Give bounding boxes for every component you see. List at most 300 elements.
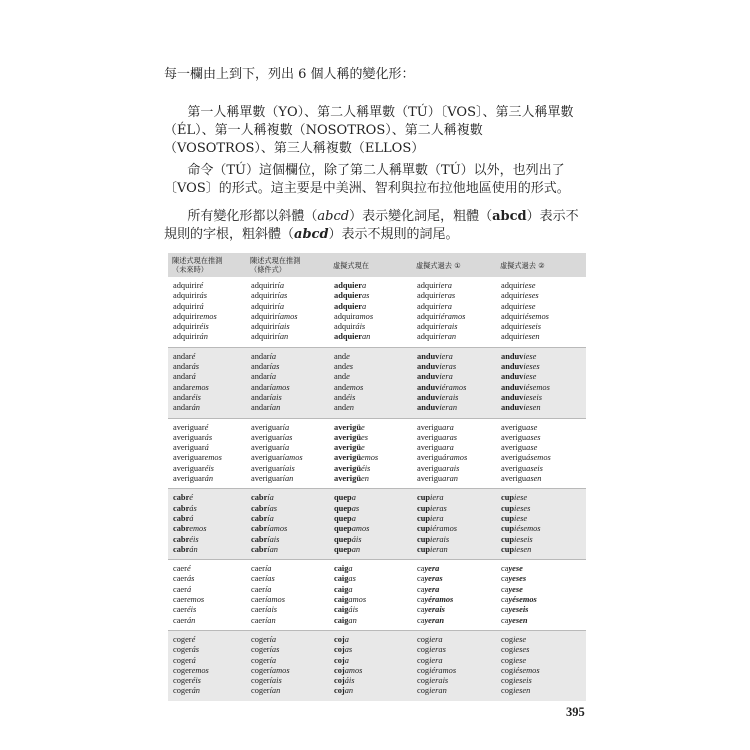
verb-form [417,383,493,393]
verb-ending: ías [277,291,288,301]
verb-form [501,362,583,372]
verb-ending: iesen [514,544,532,554]
verb-form [173,393,243,403]
verb-ending: iera [430,493,444,503]
verb-form [251,616,326,626]
verb-form [334,524,409,534]
verb-form [334,372,409,382]
verb-form [417,535,493,545]
verb-form [334,656,409,666]
verb-form [501,676,583,686]
conjugation-cell [496,489,586,560]
verb-stem: and [334,362,347,372]
verb-form [501,545,583,555]
verb-ending: iera [439,372,453,382]
verb-form [334,635,409,645]
verb-form [417,332,493,342]
verb-stem: andar [251,362,270,372]
verb-stem: cabr [251,493,268,503]
verb-stem: ca [417,564,425,574]
verb-ending: á [191,655,196,665]
verb-stem: cog [417,655,430,665]
verb-stem: averiguar [251,453,283,463]
intro-text [164,208,588,244]
verb-stem: caig [334,564,349,574]
verb-ending: es [360,432,368,442]
verb-stem: averiguar [173,422,205,432]
verb-ending: iera [439,351,453,361]
verb-ending: an [361,332,371,342]
bold-italic-sample: abcd [294,227,329,242]
conjugation-cell [329,347,412,418]
verb-ending: iesen [513,686,531,696]
verb-form [173,635,243,645]
verb-stem: cup [501,544,515,554]
verb-form [251,383,326,393]
verb-form [251,312,326,322]
verb-form [334,453,409,463]
conjugation-cell [412,560,496,631]
verb-form [251,595,326,605]
intro-text-part: 所有變化形都以斜體（ [187,209,318,224]
bold-sample: abcd [492,209,527,224]
verb-form [501,564,583,574]
verb-form [334,291,409,301]
verb-stem: ca [417,615,425,625]
verb-ending: éis [186,605,197,615]
verb-form [173,443,243,453]
verb-ending: ías [267,503,278,513]
verb-ending: á [204,443,209,453]
verb-stem: ca [501,584,509,594]
conjugation-cell [168,347,246,418]
verb-form [417,281,493,291]
verb-form [173,403,243,413]
verb-form [173,302,243,312]
verb-ending: ía [269,372,277,382]
verb-form [173,656,243,666]
conjugation-cell [329,560,412,631]
verb-form [501,616,583,626]
verb-form [417,393,493,403]
verb-ending: ían [269,686,281,696]
verb-ending: ase [526,443,538,453]
verb-stem: caig [334,574,349,584]
verb-ending: as [344,645,353,655]
verb-stem: and [334,403,347,413]
verb-form [501,312,583,322]
verb-ending: en [346,403,354,413]
verb-ending: iera [438,301,452,311]
verb-stem: andar [251,351,270,361]
verb-ending: ás [199,291,207,301]
verb-stem: cabr [251,524,268,534]
verb-form [251,393,326,403]
verb-ending: éis [360,463,371,473]
verb-ending: ás [189,503,197,513]
verb-stem: adquirir [251,332,278,342]
verb-stem: caer [251,564,265,574]
verb-form [417,635,493,645]
verb-stem: coger [251,634,270,644]
verb-form [251,676,326,686]
conjugation-cell [168,418,246,489]
verb-stem: cog [417,645,430,655]
verb-stem: caer [173,584,187,594]
page-number: 395 [566,705,585,719]
verb-ending: ierais [439,392,459,402]
verb-ending: ían [282,474,294,484]
intro-text-part: ）表示不規則的詞尾。 [328,227,459,242]
verb-stem: averigu [417,432,443,442]
verb-stem: quep [334,534,352,544]
verb-ending: emos [204,453,222,463]
conjugation-cell [412,347,496,418]
verb-ending: emos [186,595,205,605]
verb-stem: andar [251,392,270,402]
verb-ending: emos [189,524,207,534]
verb-stem: caer [173,564,187,574]
verb-ending: án [191,686,200,696]
verb-form [334,504,409,514]
conjugation-cell [168,277,246,347]
verb-stem: ca [501,605,509,615]
verb-form [334,474,409,484]
verb-stem: cup [501,503,515,513]
verb-ending: iéramos [439,382,467,392]
verb-ending: an [344,686,354,696]
verb-form [173,352,243,362]
verb-form [417,676,493,686]
verb-ending: ieras [430,503,447,513]
verb-ending: ás [191,645,200,655]
verb-ending: íais [282,463,295,473]
verb-form [334,535,409,545]
verb-form [417,352,493,362]
verb-ending: yésemos [508,595,537,605]
verb-ending: yéramos [424,595,454,605]
verb-stem: coger [251,676,270,686]
header-label: 虛擬式過去 ② [500,260,545,270]
verb-stem: coger [251,665,270,675]
verb-form [251,574,326,584]
verb-ending: yeseis [508,605,529,615]
verb-stem: anduv [501,392,524,402]
verb-ending: aras [442,432,458,442]
verb-stem: ca [417,595,425,605]
verb-form [334,666,409,676]
verb-stem: andar [173,403,192,413]
verb-form [173,312,243,322]
verb-form [501,464,583,474]
verb-ending: a [361,301,367,311]
verb-ending: iese [514,493,528,503]
verb-stem: andar [251,382,270,392]
verb-form [173,281,243,291]
header-label: 陳述式現在推測 （條件式） [250,256,301,274]
verb-form [417,686,493,696]
verb-form [417,493,493,503]
verb-ending: a [344,655,349,665]
verb-stem: ca [417,584,425,594]
verb-ending: en [360,474,369,484]
verb-ending: a [361,281,367,290]
verb-form [334,281,409,291]
verb-form [173,616,243,626]
intro-text-part: ）表示變化詞尾，粗體（ [349,209,493,224]
verb-stem: averigu [417,474,443,484]
verb-ending: ás [204,432,213,442]
verb-form [251,403,326,413]
verb-stem: cup [417,493,431,503]
verb-form [173,322,243,332]
verb-ending: ieses [514,503,531,513]
verb-ending: e [360,422,365,432]
verb-ending: íais [264,605,278,615]
verb-group-row [168,418,586,489]
verb-ending: ías [282,432,293,442]
verb-ending: a [344,634,349,644]
verb-stem: ca [501,595,509,605]
verb-stem: anduv [501,403,524,413]
verb-stem: adquir [501,281,523,290]
verb-stem: adquirir [173,301,200,311]
verb-form [417,645,493,655]
header-label: 虛擬式現在 [333,260,369,270]
verb-form [417,656,493,666]
verb-stem: cabr [251,513,268,523]
verb-form [334,686,409,696]
verb-ending: ieses [522,291,539,301]
verb-form [501,443,583,453]
verb-stem: andar [173,362,192,372]
verb-stem: cabr [173,493,190,503]
verb-stem: ca [417,574,425,584]
verb-stem: anduv [417,372,440,382]
verb-ending: iésemos [514,524,541,534]
verb-form [173,535,243,545]
verb-stem: adquir [501,291,523,301]
verb-form [251,453,326,463]
verb-ending: es [346,362,354,372]
verb-stem: coj [334,634,345,644]
verb-ending: íamos [269,665,290,675]
verb-form [251,545,326,555]
verb-ending: ara [442,422,454,432]
verb-stem: averigü [334,474,361,484]
verb-stem: cup [501,513,515,523]
verb-ending: e [346,372,350,382]
verb-ending: iésemos [513,665,540,675]
verb-stem: adquirir [173,322,200,332]
verb-form [251,524,326,534]
verb-stem: adquirir [173,291,200,301]
verb-form [251,474,326,484]
verb-form [417,616,493,626]
conjugation-cell [412,277,496,347]
intro-paragraph-imperative [164,162,588,198]
verb-stem: anduv [417,351,440,361]
verb-form [417,403,493,413]
verb-stem: coger [251,655,270,665]
verb-ending: e [346,351,350,361]
verb-ending: ieran [438,332,457,342]
verb-form [417,545,493,555]
verb-ending: ases [526,432,541,442]
verb-stem: caig [334,584,349,594]
header-past-subjunctive-1 [412,253,496,277]
verb-form [417,291,493,301]
verb-stem: coger [173,634,192,644]
verb-stem: coj [334,686,345,696]
verb-stem: quep [334,524,352,534]
verb-stem: adquir [417,311,439,321]
verb-stem: anduv [501,382,524,392]
verb-form [334,464,409,474]
verb-form [501,574,583,584]
verb-stem: ca [417,605,425,615]
verb-ending: ías [269,645,280,655]
verb-stem: and [334,372,347,382]
verb-ending: ía [267,493,274,503]
verb-form [334,645,409,655]
verb-form [334,545,409,555]
verb-stem: anduv [417,392,440,402]
verb-ending: emos [191,382,209,392]
verb-ending: ieras [439,362,457,372]
verb-stem: adquir [501,322,523,332]
conjugation-cell [496,347,586,418]
verb-group-row [168,277,586,347]
verb-form [251,291,326,301]
verb-form [501,302,583,312]
verb-stem: adquirir [251,322,278,332]
verb-stem: adquier [334,281,362,290]
verb-ending: íais [277,322,290,332]
verb-form [417,322,493,332]
verb-stem: quep [334,493,352,503]
verb-stem: coger [173,645,192,655]
conjugation-cell [246,277,329,347]
verb-ending: íamos [277,311,298,321]
verb-ending: amos [348,595,367,605]
verb-stem: cog [417,676,430,686]
verb-stem: adquir [501,311,523,321]
verb-ending: ieran [439,403,458,413]
verb-ending: amos [344,665,363,675]
verb-ending: án [186,615,196,625]
verb-ending: ías [269,362,280,372]
verb-stem: andar [173,392,192,402]
verb-form [417,302,493,312]
verb-stem: cabr [173,513,190,523]
verb-form [173,645,243,655]
verb-ending: iera [438,281,452,290]
verb-stem: averigu [417,463,443,473]
verb-group-row [168,560,586,631]
conjugation-cell [168,630,246,700]
verb-form [173,504,243,514]
verb-ending: áis [351,534,362,544]
verb-stem: caig [334,615,349,625]
conjugation-cell [496,630,586,700]
verb-form [334,676,409,686]
verb-stem: cup [501,524,515,534]
verb-stem: averiguar [251,432,283,442]
conjugation-cell [329,418,412,489]
verb-stem: adquir [334,311,356,321]
verb-stem: adquir [417,301,439,311]
verb-stem: adquier [334,301,362,311]
verb-form [501,352,583,362]
verb-stem: cog [501,645,514,655]
conjugation-table-body [168,277,586,701]
verb-form [251,372,326,382]
verb-stem: caig [334,595,349,605]
verb-ending: amos [355,311,374,321]
verb-form [334,312,409,322]
verb-stem: adquirir [251,291,278,301]
verb-stem: cup [501,534,515,544]
verb-stem: cabr [173,503,190,513]
verb-stem: coj [334,655,345,665]
conjugation-cell [412,489,496,560]
verb-ending: yeran [424,615,444,625]
verb-form [251,645,326,655]
intro-paragraph-persons [164,104,588,158]
verb-stem: and [334,382,347,392]
verb-form [173,332,243,342]
verb-ending: íais [269,392,282,402]
verb-stem: caer [173,574,187,584]
verb-ending: íais [269,676,282,686]
verb-form [173,574,243,584]
verb-form [173,291,243,301]
conjugation-cell [246,418,329,489]
intro-text: 每一欄由上到下，列出 6 個人稱的變化形： [164,67,415,82]
verb-ending: yerais [424,605,445,615]
verb-stem: adquirir [251,281,278,290]
verb-ending: as [361,291,370,301]
verb-form [251,433,326,443]
verb-form [334,616,409,626]
verb-ending: ierais [438,322,458,332]
verb-ending: ás [186,574,195,584]
verb-stem: averigu [417,422,443,432]
verb-stem: caer [173,615,187,625]
verb-stem: cup [417,513,431,523]
verb-stem: adquir [417,322,439,332]
italic-sample: abcd [317,209,350,224]
conjugation-table [168,253,586,701]
verb-form [251,493,326,503]
verb-stem: coger [251,645,270,655]
verb-form [501,453,583,463]
verb-stem: anduv [417,382,440,392]
verb-ending: ía [277,281,285,290]
verb-form [173,493,243,503]
verb-form [501,383,583,393]
verb-ending: emos [199,311,217,321]
verb-form [334,564,409,574]
verb-ending: yera [424,564,440,574]
verb-ending: aran [442,474,458,484]
verb-ending: yera [424,584,440,594]
verb-stem: cabr [173,544,190,554]
verb-form [173,564,243,574]
verb-form [251,362,326,372]
verb-ending: ierais [430,534,450,544]
